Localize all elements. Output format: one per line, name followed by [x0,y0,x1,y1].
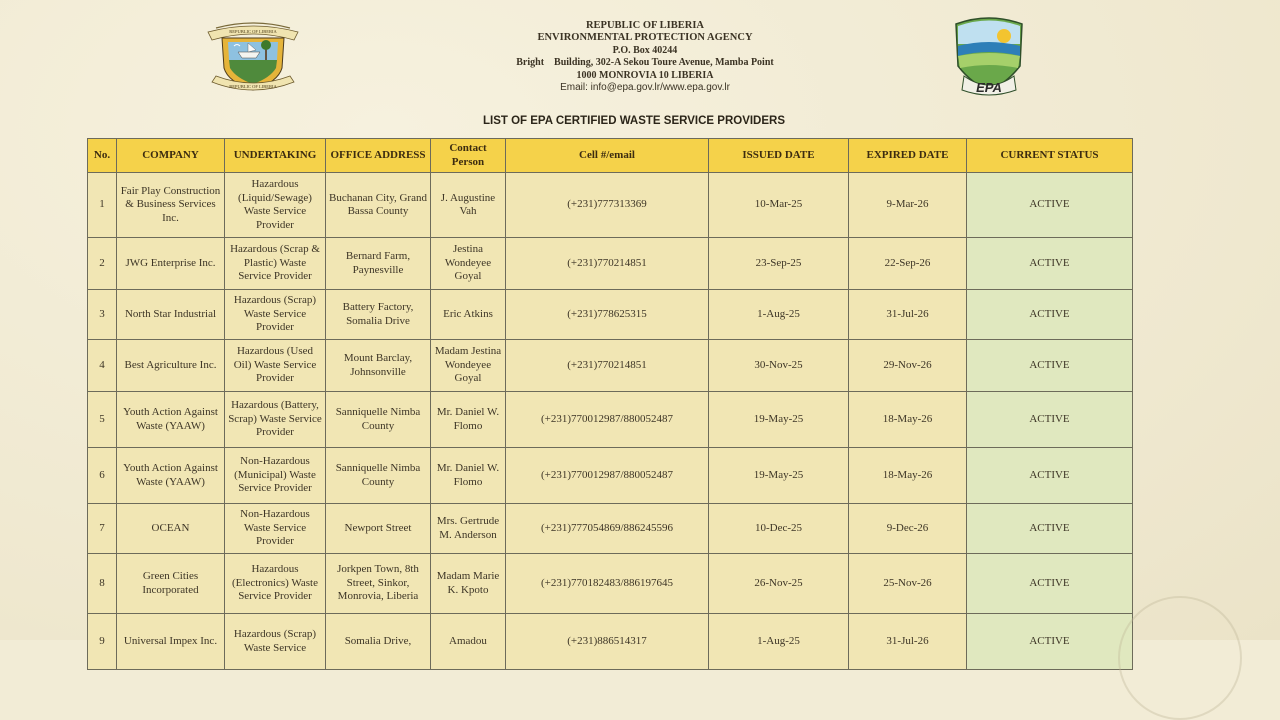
cell-email: (+231)886514317 [506,614,709,670]
table-row [88,554,1133,614]
row-number: 5 [88,392,117,448]
expired-date: 25-Nov-26 [849,554,967,614]
row-number: 9 [88,614,117,670]
company-name: Fair Play Construction & Business Services Inc. [117,173,225,238]
row-number: 6 [88,448,117,504]
contact-person: Madam Jestina Wondeyee Goyal [431,340,506,392]
liberia-coat-of-arms-logo [198,16,308,96]
column-header-no: No. [88,139,117,173]
current-status: ACTIVE [967,504,1133,554]
cell-email: (+231)770182483/886197645 [506,554,709,614]
contact-email: Email: info@epa.gov.lr/www.epa.gov.lr [560,82,730,94]
row-number: 1 [88,173,117,238]
contact-person: J. Augustine Vah [431,173,506,238]
issued-date: 1-Aug-25 [709,614,849,670]
issued-date: 10-Dec-25 [709,504,849,554]
contact-person: Mr. Daniel W. Flomo [431,392,506,448]
column-header-cell-email: Cell #/email [506,139,709,173]
expired-date: 29-Nov-26 [849,340,967,392]
issued-date: 30-Nov-25 [709,340,849,392]
undertaking: Hazardous (Liquid/Sewage) Waste Service Provider [225,173,326,238]
contact-person: Madam Marie K. Kpoto [431,554,506,614]
current-status: ACTIVE [967,290,1133,340]
office-address: Battery Factory, Somalia Drive [326,290,431,340]
expired-date: 9-Dec-26 [849,504,967,554]
crest-bottom-text: REPUBLIC OF LIBERIA [229,84,277,89]
cell-email: (+231)778625315 [506,290,709,340]
table-row [88,290,1133,340]
company-name: Youth Action Against Waste (YAAW) [117,392,225,448]
undertaking: Non-Hazardous Waste Service Provider [225,504,326,554]
undertaking: Hazardous (Scrap) Waste Service Provider [225,290,326,340]
table-row [88,340,1133,392]
column-header-expired-date: EXPIRED DATE [849,139,967,173]
issued-date: 19-May-25 [709,392,849,448]
street-address: Bright Building, 302-A Sekou Toure Avenue, Mamba Point [516,57,774,69]
row-number: 4 [88,340,117,392]
table-row [88,238,1133,290]
office-address: Bernard Farm, Paynesville [326,238,431,290]
table-row [88,614,1133,670]
company-name: JWG Enterprise Inc. [117,238,225,290]
company-name: Best Agriculture Inc. [117,340,225,392]
cell-email: (+231)777313369 [506,173,709,238]
office-address: Sanniquelle Nimba County [326,392,431,448]
company-name: Green Cities Incorporated [117,554,225,614]
epa-logo [946,10,1032,98]
issued-date: 23-Sep-25 [709,238,849,290]
table-header-row [88,139,1133,173]
column-header-issued-date: ISSUED DATE [709,139,849,173]
column-header-company: COMPANY [117,139,225,173]
expired-date: 18-May-26 [849,392,967,448]
contact-person: Mrs. Gertrude M. Anderson [431,504,506,554]
table-row [88,392,1133,448]
office-address: Sanniquelle Nimba County [326,448,431,504]
table-body [88,173,1133,670]
office-address: Buchanan City, Grand Bassa County [326,173,431,238]
row-number: 2 [88,238,117,290]
undertaking: Hazardous (Scrap & Plastic) Waste Service Provider [225,238,326,290]
faded-seal-stamp [1118,596,1242,720]
current-status: ACTIVE [967,448,1133,504]
column-header-current-status: CURRENT STATUS [967,139,1133,173]
current-status: ACTIVE [967,238,1133,290]
current-status: ACTIVE [967,554,1133,614]
expired-date: 22-Sep-26 [849,238,967,290]
undertaking: Hazardous (Electronics) Waste Service Provider [225,554,326,614]
table-row [88,448,1133,504]
office-address: Somalia Drive, [326,614,431,670]
expired-date: 9-Mar-26 [849,173,967,238]
office-address: Mount Barclay, Johnsonville [326,340,431,392]
agency-name: ENVIRONMENTAL PROTECTION AGENCY [537,32,753,44]
current-status: ACTIVE [967,392,1133,448]
cell-email: (+231)770012987/880052487 [506,448,709,504]
contact-person: Mr. Daniel W. Flomo [431,448,506,504]
letterhead [420,20,870,94]
company-name: Universal Impex Inc. [117,614,225,670]
epa-logo-text: EPA [976,80,1002,95]
current-status: ACTIVE [967,340,1133,392]
expired-date: 31-Jul-26 [849,614,967,670]
current-status: ACTIVE [967,173,1133,238]
company-name: North Star Industrial [117,290,225,340]
company-name: OCEAN [117,504,225,554]
row-number: 7 [88,504,117,554]
cell-email: (+231)770214851 [506,340,709,392]
republic-line: REPUBLIC OF LIBERIA [585,20,705,31]
issued-date: 10-Mar-25 [709,173,849,238]
cell-email: (+231)777054869/886245596 [506,504,709,554]
crest-top-text: REPUBLIC OF LIBERIA [229,29,277,34]
contact-person: Eric Atkins [431,290,506,340]
cell-email: (+231)770214851 [506,238,709,290]
issued-date: 19-May-25 [709,448,849,504]
undertaking: Hazardous (Used Oil) Waste Service Provider [225,340,326,392]
table-row [88,504,1133,554]
cell-email: (+231)770012987/880052487 [506,392,709,448]
contact-person: Jestina Wondeyee Goyal [431,238,506,290]
table-row [88,173,1133,238]
office-address: Newport Street [326,504,431,554]
column-header-contact-person: Contact Person [431,139,506,173]
city-line: 1000 MONROVIA 10 LIBERIA [576,69,714,81]
company-name: Youth Action Against Waste (YAAW) [117,448,225,504]
document-title: LIST OF EPA CERTIFIED WASTE SERVICE PROVIDERS [482,115,786,127]
po-box: P.O. Box 40244 [612,44,678,56]
providers-table [87,138,1133,670]
expired-date: 18-May-26 [849,448,967,504]
undertaking: Non-Hazardous (Municipal) Waste Service Provider [225,448,326,504]
undertaking: Hazardous (Scrap) Waste Service [225,614,326,670]
current-status: ACTIVE [967,614,1133,670]
row-number: 3 [88,290,117,340]
office-address: Jorkpen Town, 8th Street, Sinkor, Monrovia, Liberia [326,554,431,614]
column-header-undertaking: UNDERTAKING [225,139,326,173]
undertaking: Hazardous (Battery, Scrap) Waste Service Provider [225,392,326,448]
row-number: 8 [88,554,117,614]
column-header-office-address: OFFICE ADDRESS [326,139,431,173]
issued-date: 1-Aug-25 [709,290,849,340]
issued-date: 26-Nov-25 [709,554,849,614]
contact-person: Amadou [431,614,506,670]
expired-date: 31-Jul-26 [849,290,967,340]
